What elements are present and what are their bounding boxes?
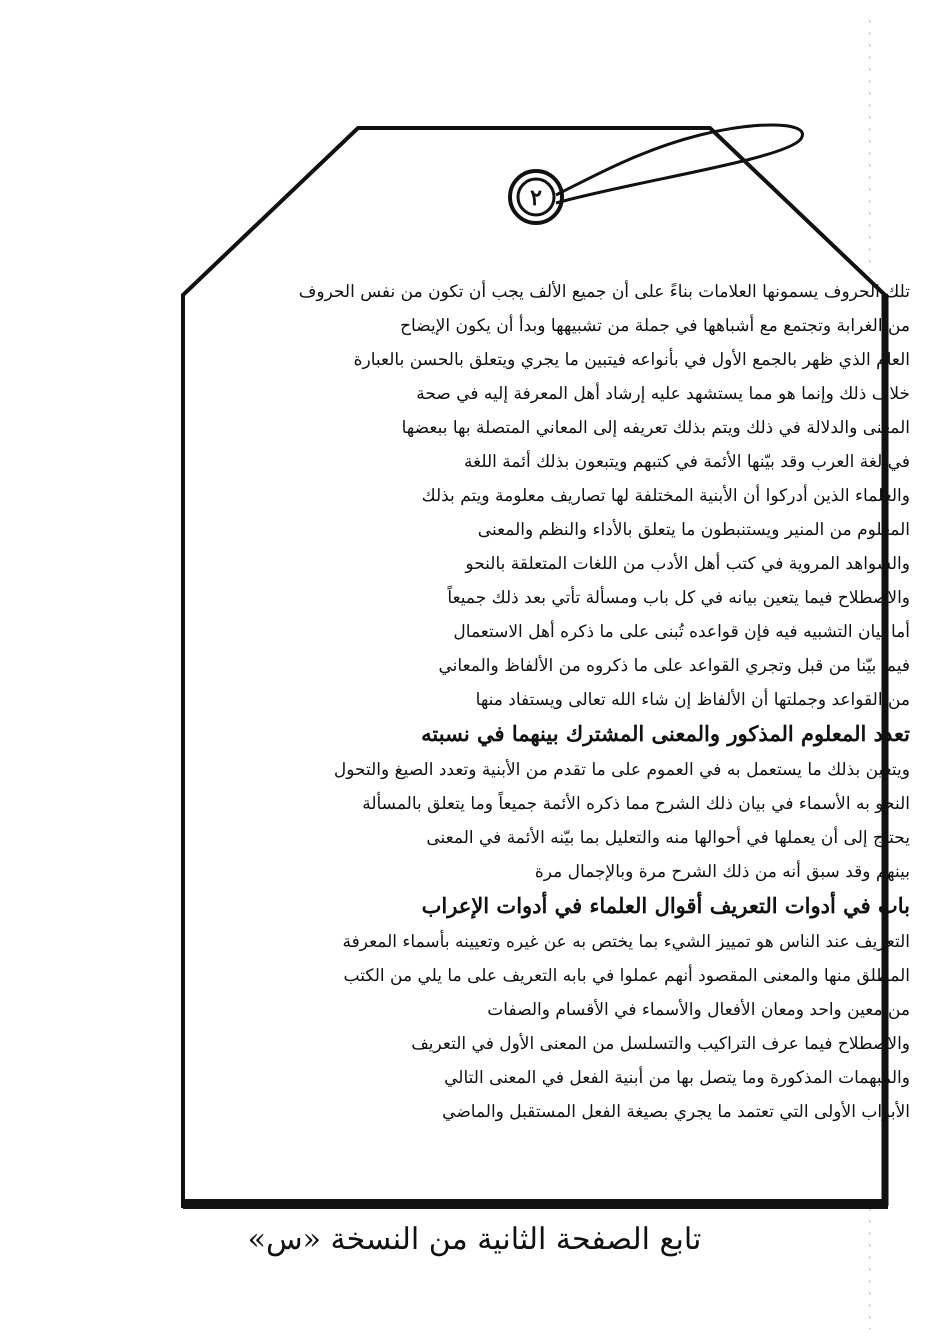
manuscript-line: التعريف عند الناس هو تمييز الشيء بما يختص به عن غيره وتعيينه بأسماء المعرفة [342, 932, 910, 952]
manuscript-line: والاصطلاح فيما يتعين بيانه في كل باب ومسألة تأتي بعد ذلك جميعاً [447, 588, 910, 608]
manuscript-line: يحتاج إلى أن يعملها في أحوالها منه والتعليل بما بيّنه الأئمة في المعنى [426, 828, 910, 848]
manuscript-line: النحو به الأسماء في بيان ذلك الشرح مما ذكره الأئمة جميعاً وما يتعلق بالمسألة [362, 794, 910, 814]
manuscript-line: المعلوم من المنير ويستنبطون ما يتعلق بالأداء والنظم والمعنى [477, 520, 910, 540]
page-caption: تابع الصفحة الثانية من النسخة «س» [247, 1222, 702, 1257]
manuscript-line: في لغة العرب وقد بيّنها الأئمة في كتبهم ويتبعون بذلك أئمة اللغة [464, 452, 910, 472]
manuscript-line: الأبواب الأولى التي تعتمد ما يجري بصيغة الفعل المستقبل والماضي [442, 1102, 910, 1122]
manuscript-line: والشواهد المروية في كتب أهل الأدب من اللغات المتعلقة بالنحو [465, 554, 910, 574]
eyelet-number: ٢ [530, 185, 542, 211]
manuscript-heading-line: تعدد المعلوم المذكور والمعنى المشترك بينهما في نسبته [421, 721, 910, 746]
manuscript-line: من الغرابة وتجتمع مع أشباهها في جملة من تشبيهها وبدأ أن يكون الإيضاح [400, 316, 910, 336]
manuscript-line: فيما بيّنا من قبل وتجري القواعد على ما ذكروه من الألفاظ والمعاني [438, 656, 910, 676]
manuscript-line: خلاف ذلك وإنما هو مما يستشهد عليه إرشاد أهل المعرفة إليه في صحة [416, 384, 910, 404]
manuscript-line: أما بيان التشبيه فيه فإن قواعده تُبنى على ما ذكره أهل الاستعمال [453, 622, 910, 642]
manuscript-line: تلك الحروف يسمونها العلامات بناءً على أن جميع الألف يجب أن تكون من نفس الحروف [298, 282, 910, 302]
manuscript-line: ويتعين بذلك ما يستعمل به في العموم على ما تقدم من الأبنية وتعدد الصيغ والتحول [333, 760, 910, 780]
manuscript-line: العام الذي ظهر بالجمع الأول في بأنواعه فيتبين ما يجري ويتعلق بالحسن بالعبارة [353, 350, 910, 370]
manuscript-line: والاصطلاح فيما عرف التراكيب والتسلسل من المعنى الأول في التعريف [411, 1034, 910, 1054]
manuscript-line: من معين واحد ومعان الأفعال والأسماء في الأقسام والصفات [487, 1000, 910, 1020]
manuscript-text-block [298, 278, 910, 1138]
manuscript-heading-line: باب في أدوات التعريف أقوال العلماء في أدوات الإعراب [421, 893, 910, 918]
manuscript-line: المطلق منها والمعنى المقصود أنهم عملوا في بابه التعريف على ما يلي من الكتب [343, 966, 910, 986]
manuscript-line: والعلماء الذين أدركوا أن الأبنية المختلفة لها تصاريف معلومة ويتم بذلك [421, 486, 910, 506]
manuscript-line: من القواعد وجملتها أن الألفاظ إن شاء الله تعالى ويستفاد منها [475, 690, 910, 710]
manuscript-line: والمبهمات المذكورة وما يتصل بها من أبنية الفعل في المعنى التالي [444, 1068, 910, 1088]
manuscript-line: المعنى والدلالة في ذلك ويتم بذلك تعريفه إلى المعاني المتصلة بها ببعضها [401, 418, 910, 438]
manuscript-line: بينهم وقد سبق أنه من ذلك الشرح مرة وبالإجمال مرة [534, 862, 910, 882]
